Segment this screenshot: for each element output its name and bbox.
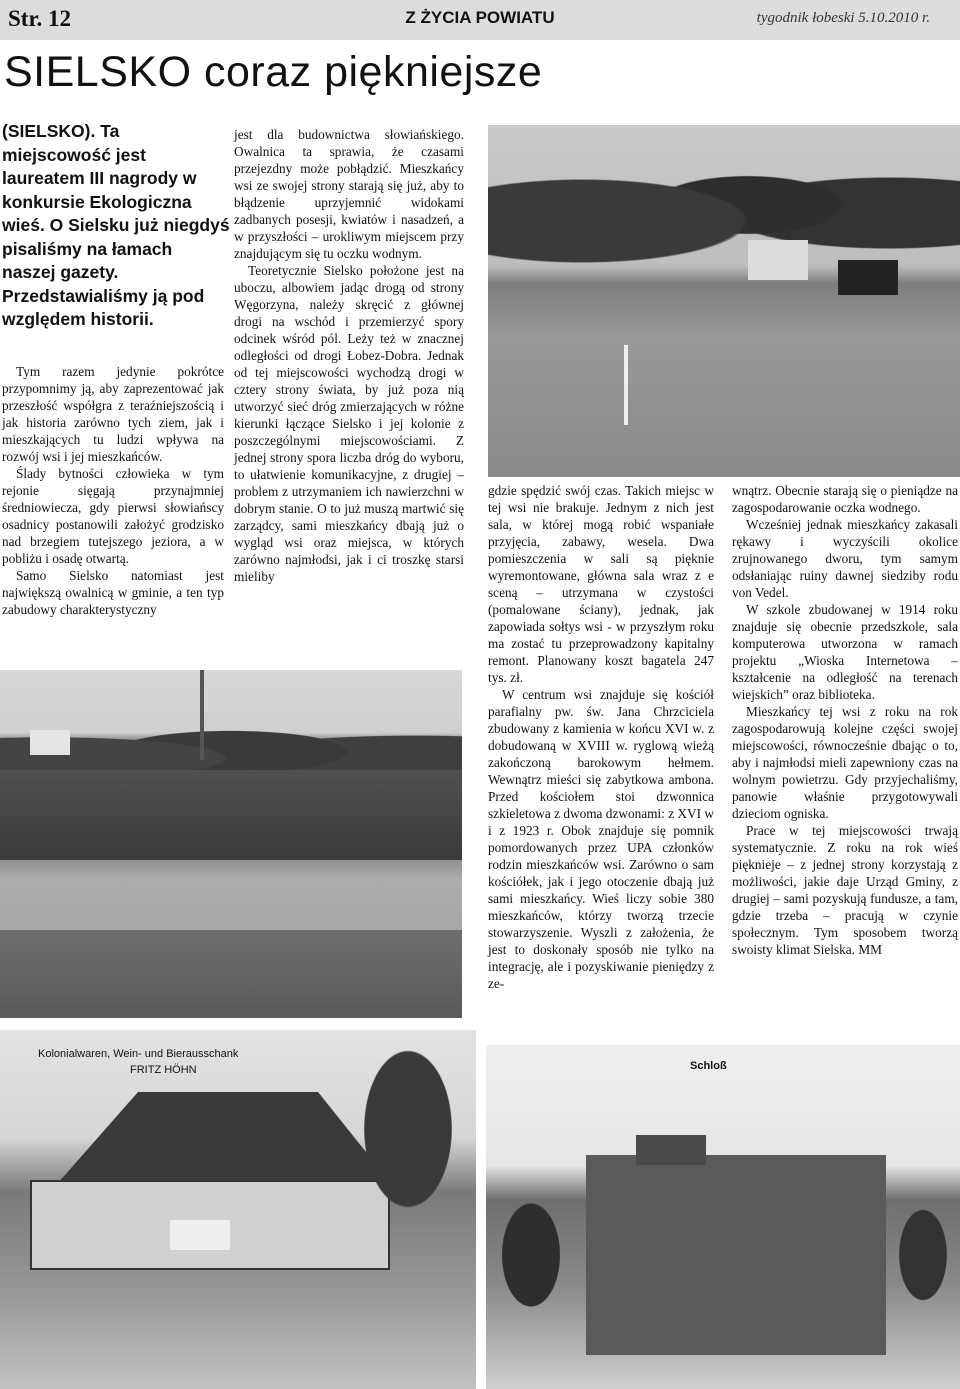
photo-castle <box>486 1045 960 1389</box>
paragraph: jest dla budownictwa słowiańskiego. Owalnica ta sprawia, że czasami przejezdny może pobłądzić. Mieszkańcy wsi ze swojej strony starają się już, aby to błądzenie uprzyjemnić widokami zadbanych posesji, kwiatów i nasadzeń, a w przyszłości – urokliwym miejscem przy znajdującym się tu oczku wodnym. <box>234 127 464 261</box>
paragraph: Tym razem jedynie pokrótce przypomnimy ją, aby zaprezentować jak przeszłość współgra z teraźniejszością i jak historia zarówno tych ziem, jak i mieszkających tu ludzi wpływa na rozwój wsi i jej mieszkańców. <box>2 364 224 464</box>
paragraph: Samo Sielsko natomiast jest największą owalnicą w gminie, a ten typ zabudowy charakterystyczny <box>2 568 224 617</box>
text-column-4 <box>732 482 958 958</box>
page-number: Str. 12 <box>8 6 72 31</box>
postcard-caption-line1: Kolonialwaren, Wein- und Bierausschank <box>38 1048 239 1060</box>
paragraph: Mieszkańcy tej wsi z roku na rok zagospodarowują kolejne części swojej miejscowości, równocześnie dbając o to, aby i najmłodsi mieli zapewniony czas na wolnym powietrzu. Gdy przyjechaliśmy, panowie właśnie przygotowywali dzieciom ogniska. <box>732 704 958 821</box>
text-column-3 <box>488 482 714 992</box>
headline: SIELSKO coraz piękniejsze <box>4 48 543 96</box>
paragraph: Teoretycznie Sielsko położone jest na uboczu, albowiem jadąc drogą od strony Węgorzyna, należy skręcić z głównej drogi na wschód i przemierzyć spory odcinek wśród pól. Leży też w znacznej odległości od drogi Łobez-Dobra. Jednak od tej miejscowości wychodzą drogi w cztery strony świata, by już poza nią utworzyć sieć dróg zmierzających w różne kierunki łączące Sielsko i jej kolonie z poszczególnymi miejscowościami. Z jednej strony spora liczba dróg do wyboru, to ułatwienie komunikacyjne, z drugiej – problem z utrzymaniem ich nawierzchni w dobrym stanie. O to już muszą martwić się zarządcy, sami mieszkańcy dbają już o wygląd wsi oraz miejsca, w których zarówno najmłodsi, jak i ci troszkę starsi mieliby <box>234 263 464 584</box>
text-column-2 <box>234 126 464 585</box>
photo-pond <box>0 670 462 1018</box>
issue-date: tygodnik łobeski 5.10.2010 r. <box>756 10 930 26</box>
paragraph: wnątrz. Obecnie starają się o pieniądze na zagospodarowanie oczka wodnego. <box>732 483 958 515</box>
photo-old-postcard <box>0 1030 476 1389</box>
castle-caption: Schloß <box>690 1060 727 1072</box>
postcard-caption-line2: FRITZ HÖHN <box>130 1064 197 1076</box>
paragraph: Ślady bytności człowieka w tym rejonie sięgają przynajmniej średniowiecza, gdy pierwsi słowiańscy osadnicy postanowili założyć grodzisko nad brzegiem tutejszego jeziora, a w pobliżu i osadę otwartą. <box>2 466 224 566</box>
paragraph: W centrum wsi znajduje się kościół parafialny pw. św. Jana Chrzciciela zbudowany z kamienia w końcu XVI w. z dobudowaną w XVIII w. ryglową wieżą zakończoną barokowym hełmem. Wewnątrz mieści się zabytkowa ambona. Przed kościołem stoi dzwonnica szkieletowa z dwoma dzwonami: z XVI w i z 1923 r. Obok znajduje się pomnik pomordowanych przez UPA członków rodzin mieszkańców wsi. Zarówno o sam kościółek, jak i jego otoczenie dbają już sami mieszkańcy. Wieś liczy sobie 380 mieszkańców, którzy tworzą trzecie stowarzyszenie. Wyszli z założenia, że jest to doskonały sposób nie tylko na integrację, ale i pozyskiwanie pieniędzy z ze- <box>488 687 714 991</box>
paragraph: Wcześniej jednak mieszkańcy zakasali rękawy i wyczyścili okolice zrujnowanego dworu, tym samym odsłaniając ruiny dawnej siedziby rodu von Vedel. <box>732 517 958 600</box>
lead-paragraph: (SIELSKO). Ta miejscowość jest laureatem III nagrody w konkursie Ekologiczna wieś. O Sielsku już niegdyś pisaliśmy na łamach naszej gazety. Przedstawialiśmy ją pod względem historii. <box>2 121 230 329</box>
paragraph: Prace w tej miejscowości trwają systematycznie. Z roku na rok wieś pięknieje – z jednej strony korzystają z możliwości, jakie daje Urząd Gminy, z drugiej – sami pozyskują fundusze, a tam, gdzie trzeba – pracują w czynie społecznym. Tym sposobem tworzą swoisty klimat Sielska. MM <box>732 823 958 957</box>
text-column-1 <box>2 363 224 618</box>
paragraph: W szkole zbudowanej w 1914 roku znajduje się obecnie przedszkole, sala komputerowa utworzona w ramach projektu „Wioska Internetowa – kształcenie na odległość na terenach wiejskich” oraz biblioteka. <box>732 602 958 702</box>
section-title: Z ŻYCIA POWIATU <box>405 8 555 27</box>
photo-meadow <box>488 125 960 477</box>
paragraph: gdzie spędzić swój czas. Takich miejsc w tej wsi nie brakuje. Jednym z nich jest sala, w której mogą robić wspaniałe przyjęcia, zabawy, wesela. Dwa pomieszczenia w sali są pięknie wyremontowane, główna sala wraz z e sceną – utrzymana w czystości (pomalowane ściany), jednak, jak zapowiada sołtys wsi - w przyszłym roku ma zostać tu przeprowadzony kapitalny remont. Planowany koszt bagatela 247 tys. zł. <box>488 483 714 685</box>
